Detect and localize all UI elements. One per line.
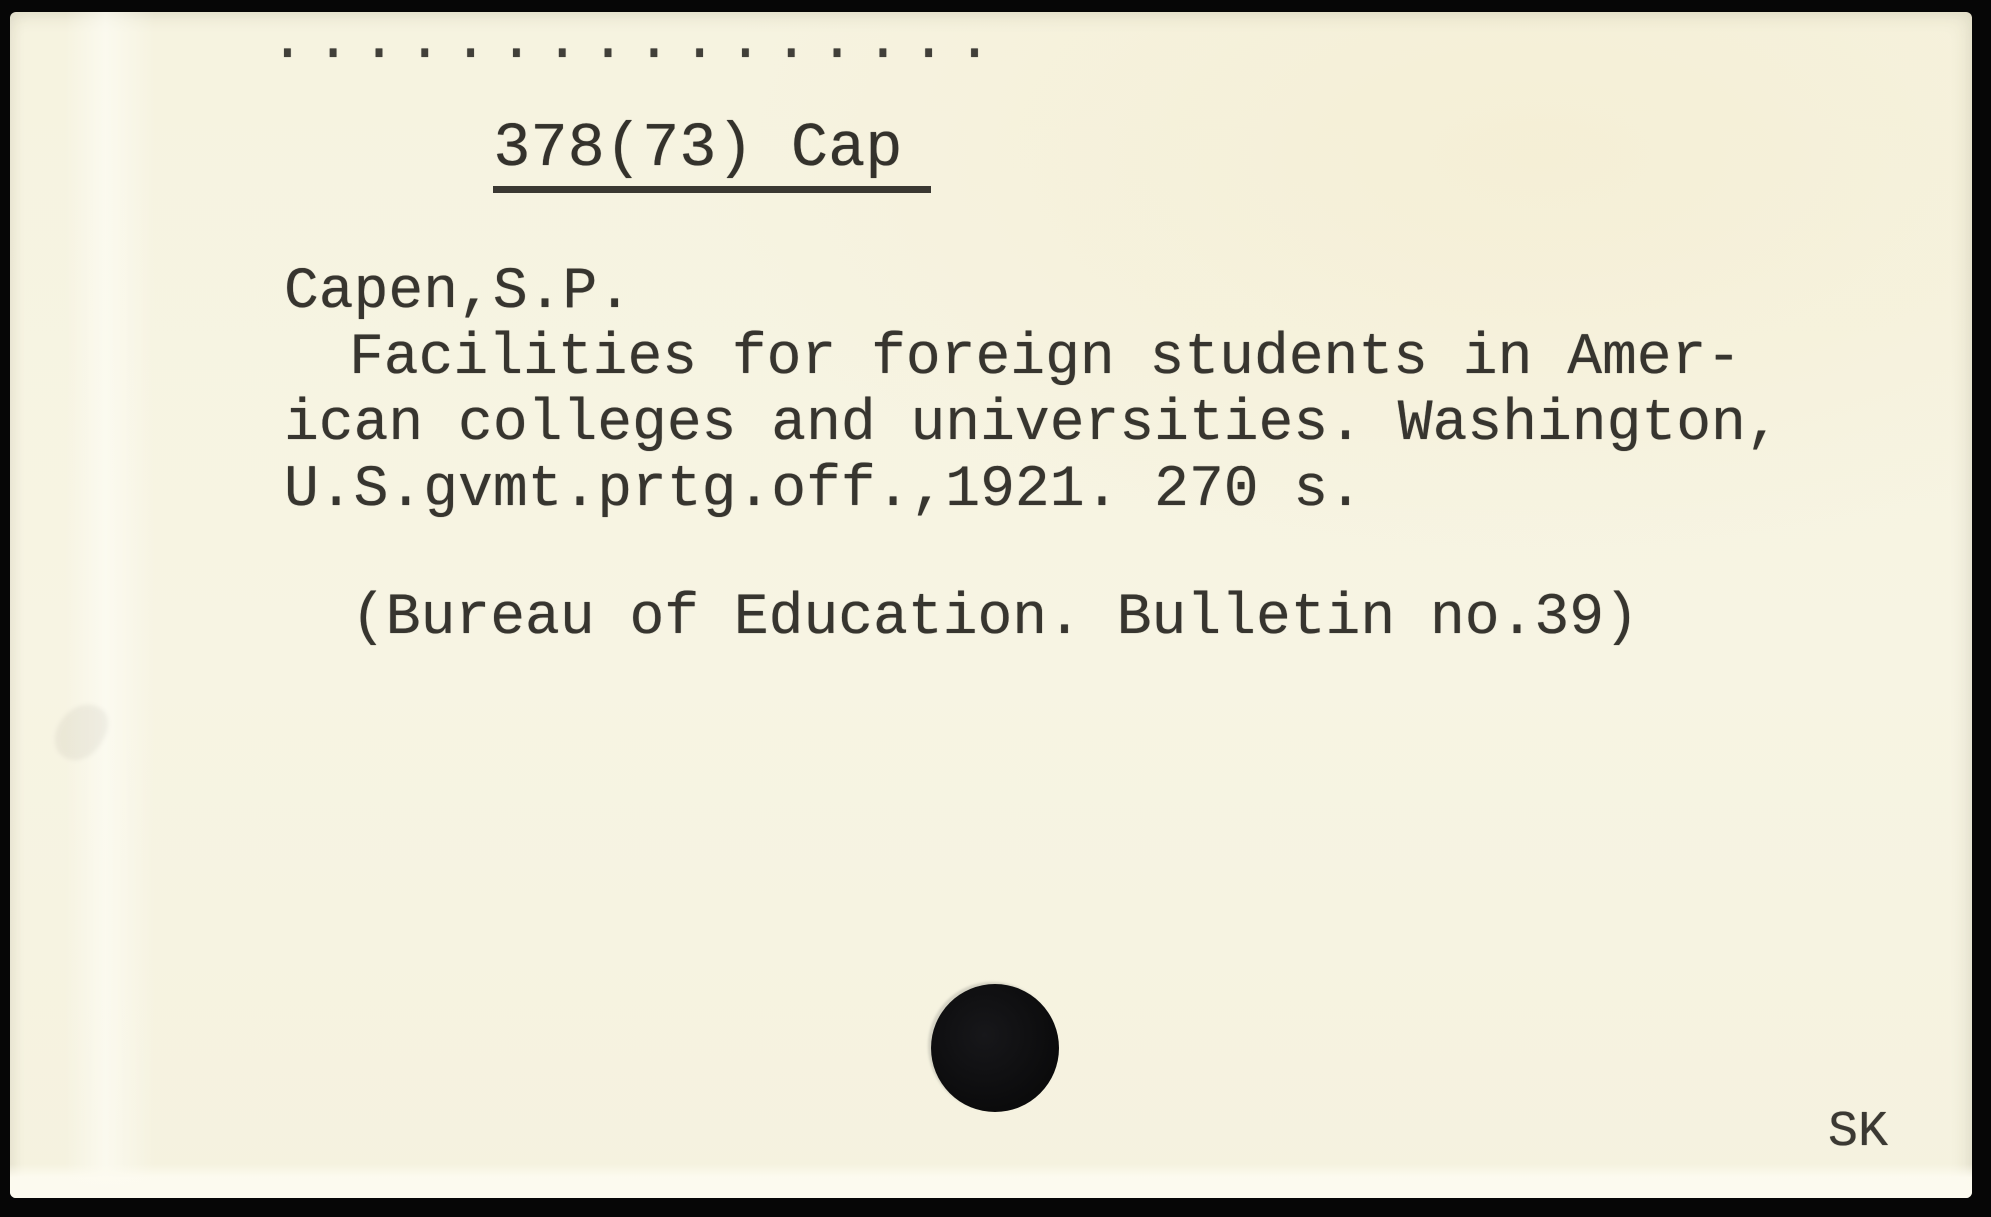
scan-highlight-bottom [10, 1164, 1972, 1198]
cataloger-initials: SK [1828, 1104, 1889, 1161]
scan-highlight-left [65, 12, 155, 1198]
guide-dots-row: ................ [270, 10, 1003, 75]
author-heading: Capen,S.P. [284, 260, 633, 325]
paper-smudge [47, 695, 116, 770]
hole-punch [931, 984, 1059, 1112]
call-number [270, 56, 931, 255]
call-number-text: 378(73) Cap [493, 118, 930, 193]
catalog-card [10, 12, 1972, 1198]
title-line: ican colleges and universities. Washington, [284, 392, 1781, 457]
imprint-line: U.S.gvmt.prtg.off.,1921. 270 s. [284, 458, 1363, 523]
series-note: (Bureau of Education. Bulletin no.39) [351, 586, 1639, 651]
title-line: Facilities for foreign students in Amer- [349, 326, 1742, 391]
